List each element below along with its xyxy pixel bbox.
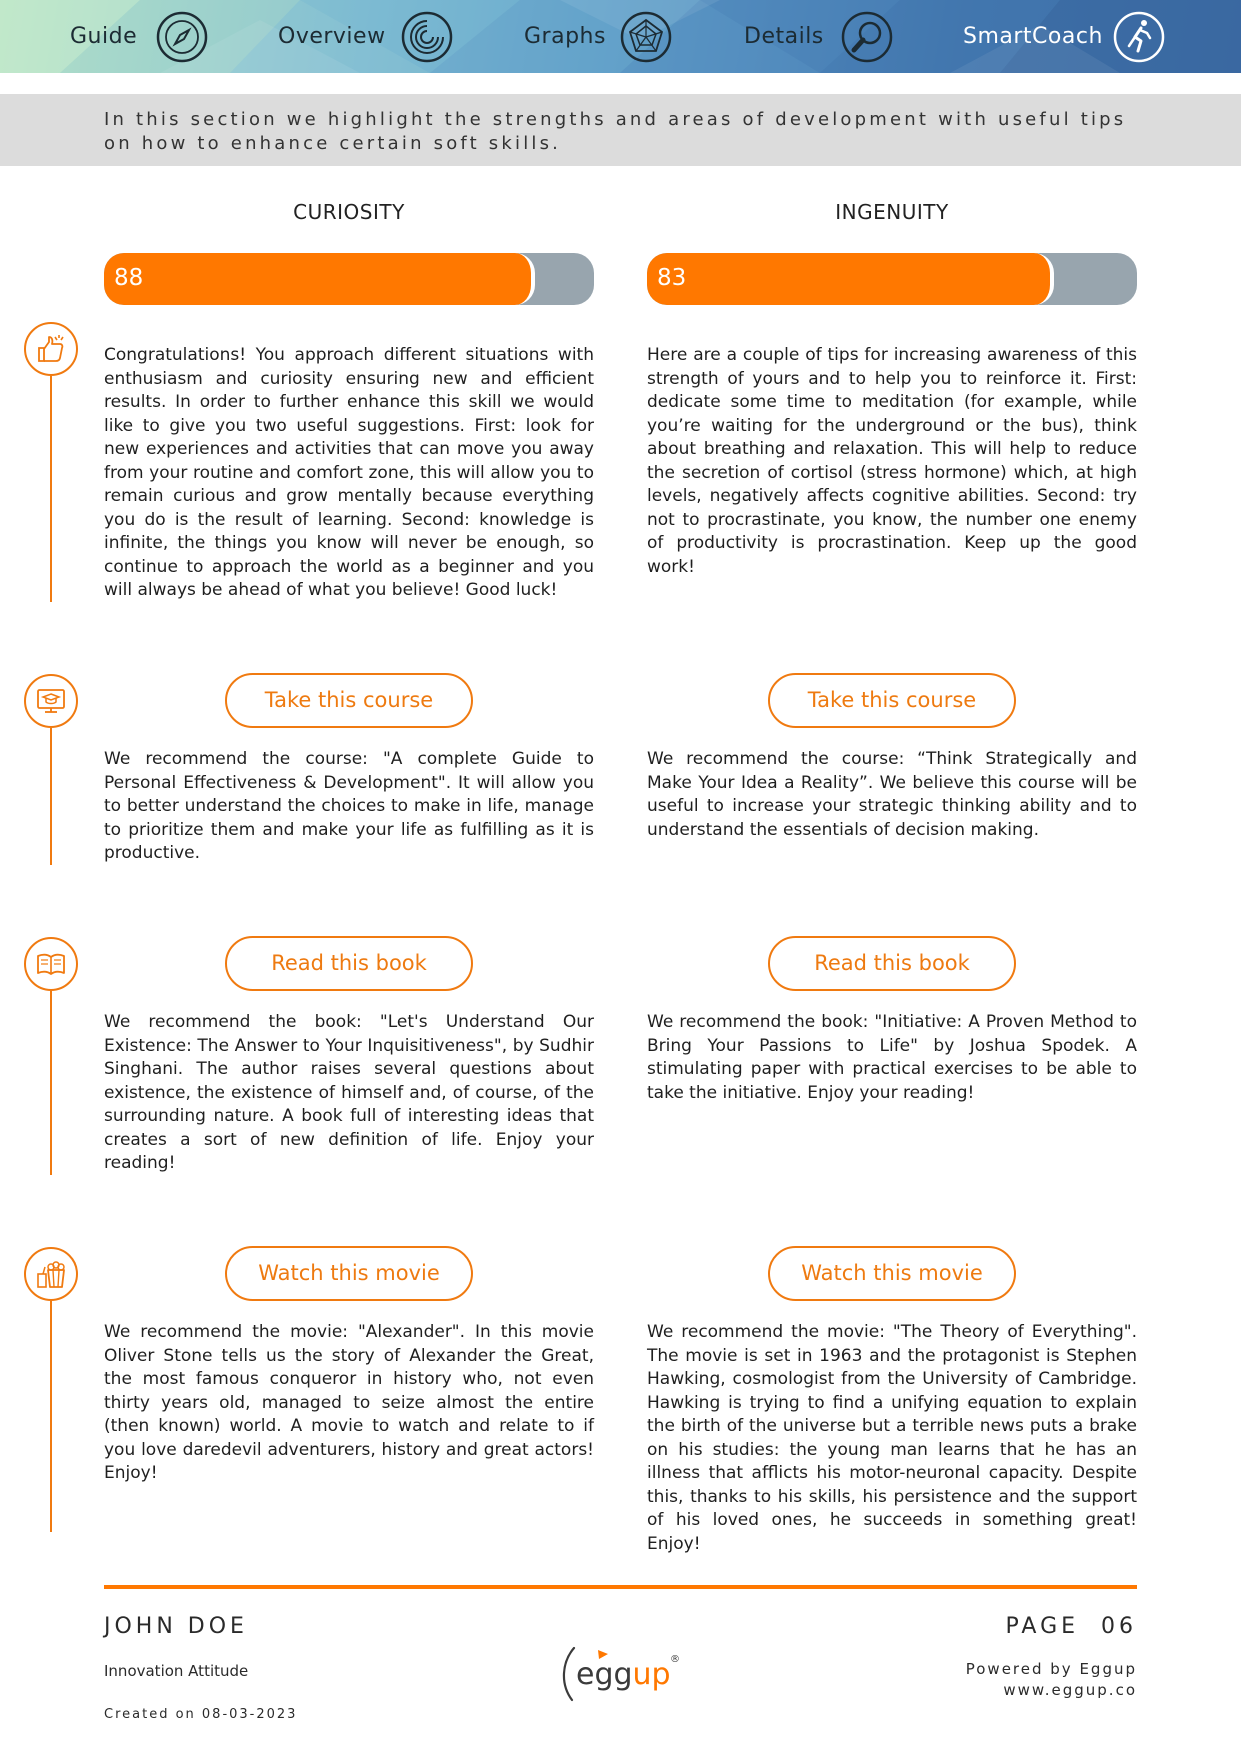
course-recommendation: We recommend the course: "A complete Guide to Personal Effectiveness & Development". It will allow you to better understand the choices to make in life, manage to prioritize them and make your life as fulfilling as it is productive. (104, 749, 594, 863)
eggup-logo (558, 1640, 686, 1706)
website-url[interactable]: www.eggup.co (1003, 1681, 1137, 1699)
movie-recommendation: We recommend the movie: "The Theory of Everything". The movie is set in 1963 and the protagonist is Stephen Hawking, cosmologist from the University of Cambridge. Hawking is trying to find a unifying equation to explain the birth of the universe but a terrible news puts a brake on his studies: the young man learns that he has an illness that afflicts his motor-neuronal capacity. Despite this, thanks to his skills, his persistence and the support of his loved ones, he succeeds in something great! Enjoy! (647, 1322, 1137, 1554)
intro-text: In this section we highlight the strengths and areas of development with useful tips on how to enhance certain soft skills. (104, 109, 1127, 154)
nav-item-smartcoach[interactable] (963, 0, 1103, 73)
top-navigation (0, 0, 1241, 73)
runner-icon[interactable] (1113, 11, 1165, 63)
compass-icon[interactable] (156, 11, 208, 63)
take-course-button[interactable]: Take this course (768, 673, 1016, 728)
magnifier-icon[interactable] (841, 11, 893, 63)
logo-egg-text: eggup (576, 1657, 671, 1692)
score-value: 88 (114, 265, 144, 291)
page-number: PAGE 06 (1005, 1614, 1137, 1639)
created-date: Created on 08-03-2023 (104, 1707, 298, 1722)
score-bar-fill (104, 253, 535, 305)
timeline-line (50, 376, 52, 602)
nav-label-graphs: Graphs (524, 24, 606, 49)
intro-band (0, 94, 1241, 166)
nav-item-overview[interactable] (278, 0, 386, 73)
nav-label-details: Details (744, 24, 824, 49)
skill-summary: Here are a couple of tips for increasing awareness of this strength of yours and to help you to reinforce it. First: dedicate some time to meditation (for example, while you’re waiting for the underground or the bus), think about breathing and relaxation. This will help to reduce the secretion of cortisol (stress hormone) which, at high levels, negatively affects cognitive abilities. Second: try not to procrastinate, you know, the number one enemy of productivity is procrastination. Keep up the good work! (647, 345, 1137, 577)
nav-label-overview: Overview (278, 24, 386, 49)
read-book-button[interactable]: Read this book (225, 936, 473, 991)
movie-recommendation: We recommend the movie: "Alexander". In this movie Oliver Stone tells us the story of Alexander the Great, the most famous conqueror in history who, not even thirty years old, managed to seize almost the entire (then known) world. A movie to watch and relate to if you love daredevil adventurers, history and great actors! Enjoy! (104, 1322, 594, 1483)
timeline-line (50, 728, 52, 865)
nav-label-guide: Guide (70, 24, 138, 49)
thumbs-up-icon (24, 322, 78, 376)
open-book-icon (24, 937, 78, 991)
book-recommendation: We recommend the book: "Initiative: A Proven Method to Bring Your Passions to Life" by Joshua Spodek. A stimulating paper with practical exercises to be able to take the initiative. Enjoy your reading! (647, 1012, 1137, 1103)
timeline-line (50, 1301, 52, 1532)
course-recommendation: We recommend the course: “Think Strategically and Make Your Idea a Reality”. We believe this course will be useful to increase your strategic thinking ability and to understand the essentials of decision making. (647, 749, 1137, 840)
score-value: 83 (657, 265, 687, 291)
nav-item-graphs[interactable] (524, 0, 606, 73)
watch-movie-button[interactable]: Watch this movie (225, 1246, 473, 1301)
nav-item-guide[interactable] (70, 0, 137, 73)
watch-movie-button[interactable]: Watch this movie (768, 1246, 1016, 1301)
book-recommendation: We recommend the book: "Let's Understand Our Existence: The Answer to Your Inquisitiveness", by Sudhir Singhani. The author raises several questions about existence, the existence of himself and, of course, of the surrounding nature. A book full of interesting ideas that creates a sort of new definition of life. Enjoy your reading! (104, 1012, 594, 1173)
take-course-button[interactable]: Take this course (225, 673, 473, 728)
timeline-line (50, 991, 52, 1175)
skill-summary: Congratulations! You approach different situations with enthusiasm and curiosity ensuring new and efficient results. In order to further enhance this skill we would like to give you two useful suggestions. First: look for new experiences and activities that can move you away from your routine and comfort zone, this will allow you to remain curious and grow mentally because everything you do is the result of learning. Second: knowledge is infinite, the things you know will never be enough, so continue to approach the world as a beginner and you will always be ahead of what you believe! Good luck! (104, 345, 594, 600)
logo-registered-mark: ® (670, 1654, 680, 1665)
report-subtitle: Innovation Attitude (104, 1662, 249, 1680)
score-bar-curiosity (104, 253, 594, 305)
online-course-icon (24, 674, 78, 728)
score-bar-fill (647, 253, 1054, 305)
read-book-button[interactable]: Read this book (768, 936, 1016, 991)
spiral-icon[interactable] (401, 11, 453, 63)
nav-label-smartcoach: SmartCoach (963, 24, 1103, 49)
skill-title-curiosity: CURIOSITY (293, 200, 405, 224)
radar-icon[interactable] (620, 11, 672, 63)
skill-title-ingenuity: INGENUITY (835, 200, 949, 224)
report-owner-name: JOHN DOE (104, 1614, 248, 1639)
footer-divider (104, 1585, 1137, 1589)
powered-by: Powered by Eggup (965, 1660, 1137, 1678)
popcorn-icon (24, 1247, 78, 1301)
score-bar-ingenuity (647, 253, 1137, 305)
nav-item-details[interactable] (744, 0, 824, 73)
